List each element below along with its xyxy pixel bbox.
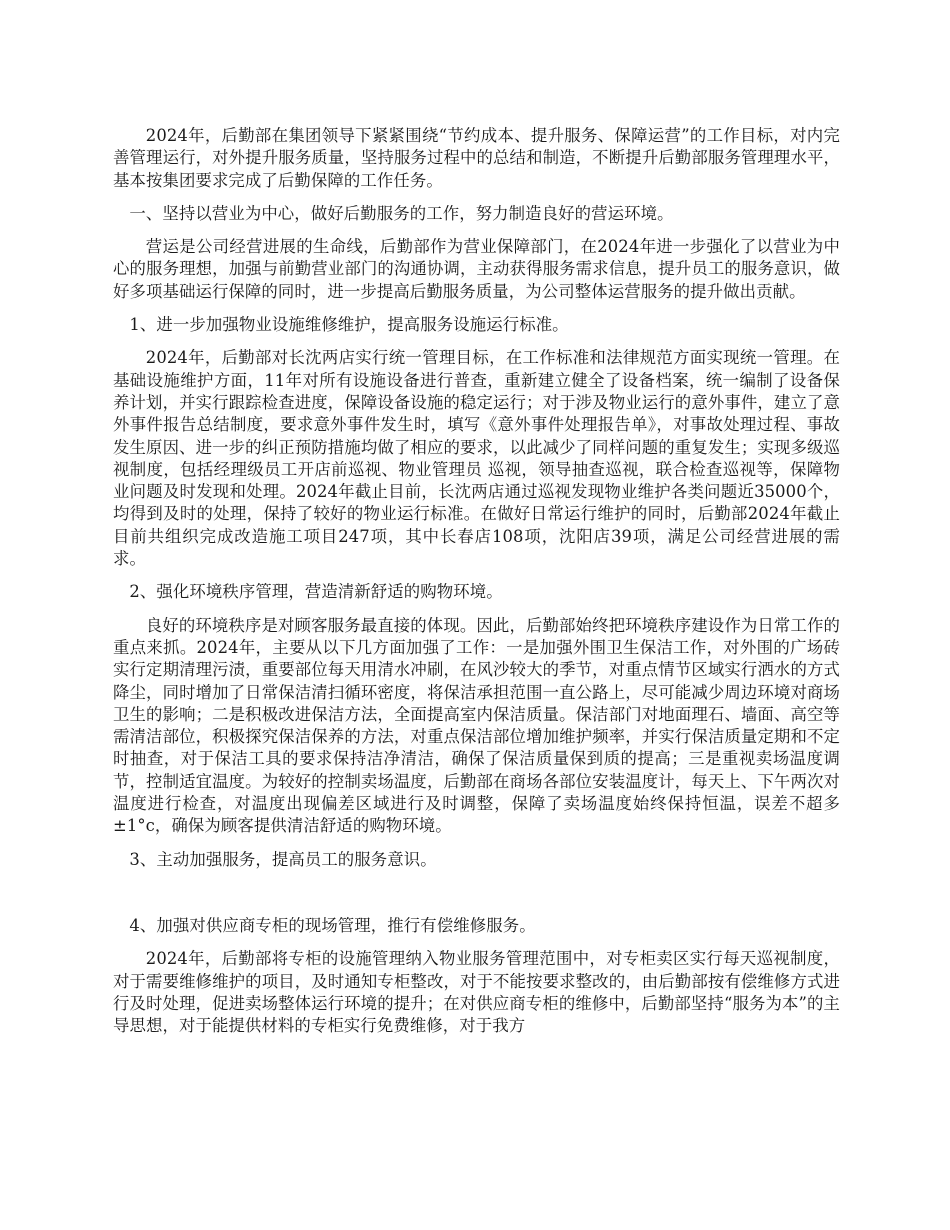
subsection-2-paragraph: 良好的环境秩序是对顾客服务最直接的体现。因此，后勤部始终把环境秩序建设作为日常工作的重点来抓。2024年，主要从以下几方面加强了工作：一是加强外围卫生保洁工作，对外围的广场砖实行定期清理污渍，重要部位每天用清水冲刷，在风沙较大的季节，对重点情节区域实行洒水的方式降尘，同时增加了日常保洁清扫循环密度，将保洁承担范围一直公路上，尽可能减少周边环境对商场卫生的影响；二是积极改进保洁方法，全面提高室内保洁质量。保洁部门对地面理石、墙面、高空等需清洁部位，积极探究保洁保养的方法，对重点保洁部位增加维护频率，并实行保洁质量定期和不定时抽查，对于保洁工具的要求保持洁净清洁，确保了保洁质量保到质的提高；三是重视卖场温度调节，控制适宜温度。为较好的控制卖场温度，后勤部在商场各部位安装温度计，每天上、下午两次对温度进行检查，对温度出现偏差区域进行及时调整，保障了卖场温度始终保持恒温，误差不超多±1°c，确保为顾客提供清洁舒适的购物环境。 (113, 615, 840, 836)
subsection-4-paragraph: 2024年，后勤部将专柜的设施管理纳入物业服务管理范围中，对专柜卖区实行每天巡视制度，对于需要维修维护的项目，及时通知专柜整改，对于不能按要求整改的，由后勤部按有偿维修方式进行及时处理，促进卖场整体运行环境的提升；在对供应商专柜的维修中，后勤部坚持“服务为本”的主导思想，对于能提供材料的专柜实行免费维修，对于我方 (113, 949, 840, 1036)
section-1-paragraph: 营运是公司经营进展的生命线，后勤部作为营业保障部门，在2024年进一步强化了以营业为中心的服务理想，加强与前勤营业部门的沟通协调，主动获得服务需求信息，提升员工的服务意识，做好多项基础运行保障的同时，进一步提高后勤服务质量，为公司整体运营服务的提升做出贡献。 (113, 237, 840, 301)
subsection-heading-2: 2、强化环境秩序管理，营造清新舒适的购物环境。 (129, 582, 503, 602)
section-heading-1: 一、坚持以营业为中心，做好后勤服务的工作，努力制造良好的营运环境。 (129, 203, 674, 223)
intro-paragraph: 2024年，后勤部在集团领导下紧紧围绕“节约成本、提升服务、保障运营”的工作目标，对内完善管理运行，对外提升服务质量，坚持服务过程中的总结和制造，不断提升后勤部服务管理理水平，基本按集团要求完成了后勤保障的工作任务。 (113, 126, 840, 190)
subsection-1-paragraph: 2024年，后勤部对长沈两店实行统一管理目标，在工作标准和法律规范方面实现统一管理。在基础设施维护方面，11年对所有设施设备进行普查，重新建立健全了设备档案，统一编制了设备保养计划，并实行跟踪检查进度，保障设备设施的稳定运行；对于涉及物业运行的意外事件，建立了意外事件报告总结制度，要求意外事件发生时，填写《意外事件处理报告单》，对事故处理过程、事故发生原因、进一步的纠正预防措施均做了相应的要求，以此减少了同样问题的重复发生；实现多级巡视制度，包括经理级员工开店前巡视、物业管理员 巡视，领导抽查巡视，联合检查巡视等，保障物业问题及时发现和处理。2024年截止目前，长沈两店通过巡视发现物业维护各类问题近35000个，均得到及时的处理，保持了较好的物业运行标准。在做好日常运行维护的同时，后勤部2024年截止目前共组织完成改造施工项目247项，其中长春店108项，沈阳店39项，满足公司经营进展的需求。 (113, 348, 840, 569)
subsection-heading-3: 3、主动加强服务，提高员工的服务意识。 (129, 849, 437, 869)
subsection-heading-4: 4、加强对供应商专柜的现场管理，推行有偿维修服务。 (129, 915, 536, 935)
subsection-heading-1: 1、进一步加强物业设施维修维护，提高服务设施运行标准。 (129, 315, 569, 335)
document-page (113, 125, 840, 1037)
